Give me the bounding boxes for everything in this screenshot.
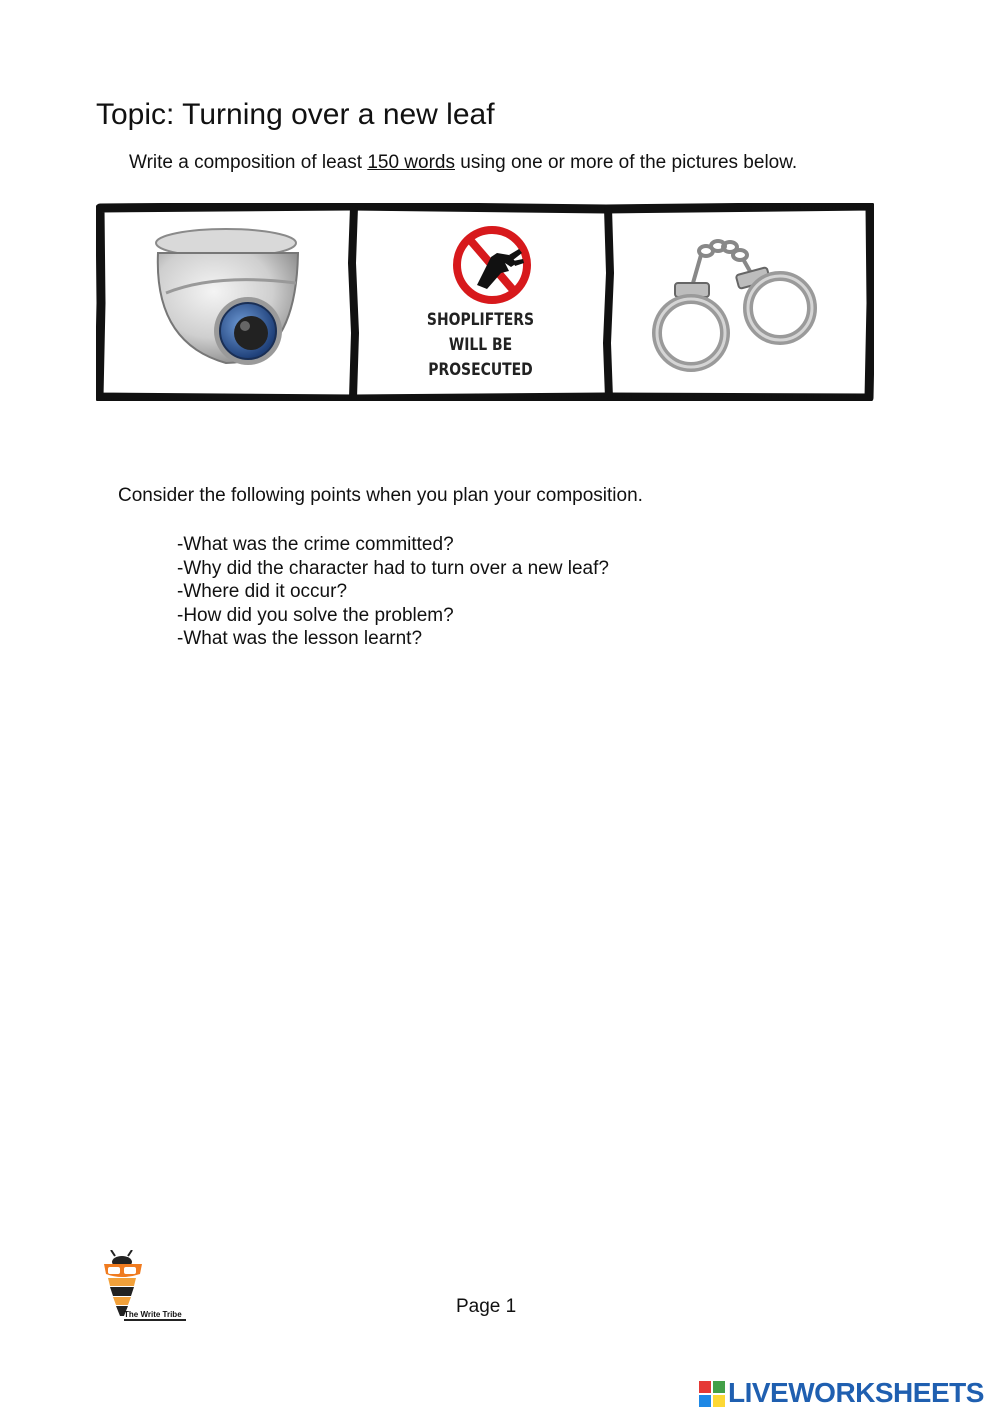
liveworksheets-watermark [698, 1377, 994, 1409]
sign-line-1: SHOPLIFTERS [426, 310, 535, 330]
instruction-before: Write a composition of least [129, 152, 368, 173]
page-title: Topic: Turning over a new leaf [96, 98, 495, 131]
picture-panels [96, 203, 874, 401]
consider-heading: Consider the following points when you plan your composition. [118, 485, 643, 506]
list-item: -Where did it occur? [177, 581, 348, 602]
planning-points [177, 533, 609, 651]
word-count-requirement: 150 words [367, 152, 455, 173]
logo-text: The Write Tribe [124, 1310, 186, 1321]
list-item: -What was the lesson learnt? [177, 628, 423, 649]
list-item: -How did you solve the problem? [177, 604, 454, 626]
liveworksheets-logo-icon [698, 1380, 726, 1408]
sign-line-2: WILL BE [448, 335, 513, 355]
list-item: -Why did the character had to turn over a new leaf? [177, 557, 609, 579]
instruction-text [129, 152, 797, 174]
sign-text [381, 308, 580, 383]
cctv-camera-icon [106, 213, 348, 391]
list-item: -What was the crime committed? [177, 534, 454, 555]
shoplifters-sign-picture [359, 213, 602, 391]
handcuffs-picture [613, 213, 864, 391]
handcuffs-icon [613, 213, 864, 391]
page-number: Page 1 [456, 1296, 517, 1317]
sign-line-3: PROSECUTED [428, 360, 533, 380]
instruction-after: using one or more of the pictures below. [454, 152, 798, 173]
watermark-text: LIVEWORKSHEETS [728, 1377, 984, 1408]
cctv-camera-picture [106, 213, 348, 391]
write-tribe-logo [98, 1250, 208, 1328]
